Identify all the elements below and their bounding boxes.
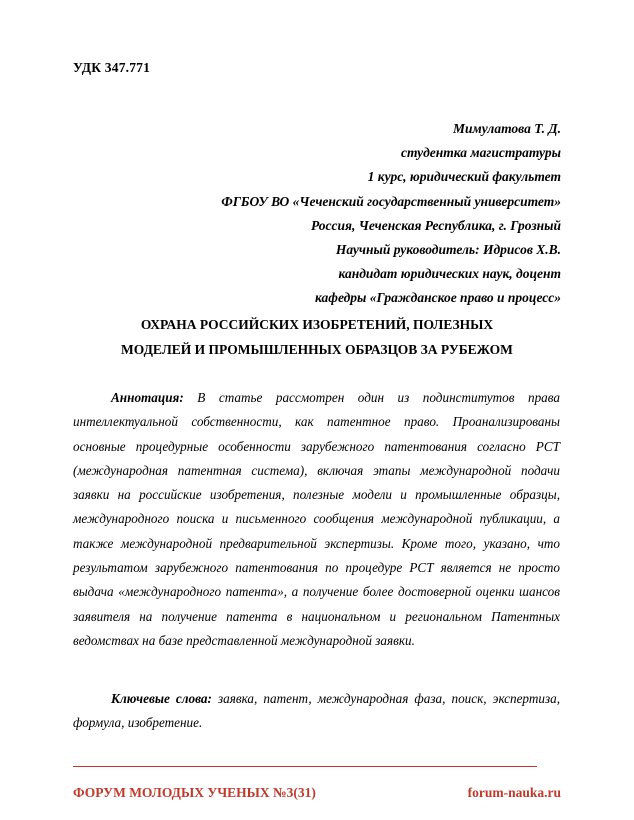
author-location: Россия, Чеченская Республика, г. Грозный	[311, 217, 561, 233]
abstract-text: В статье рассмотрен один из подинститутов права интеллектуальной собственности, как патентное право. Проанализированы основные процедурные особенности зарубежного патентования согласно РСТ (международная патентная система), включая этапы международной подачи заявки на российские изобретения, полезные модели и промышленные образцы, международного поиска и письменного сообщения международной публикации, а также международной предварительной экспертизы. Кроме того, указано, что результатом зарубежного патентования по процедуре РСТ является не просто выдача «международного патента», а получение более достоверной оценки шансов заявителя на получение патента в национальном и региональном Патентных ведомствах на базе представленной международной заявки.	[73, 390, 560, 648]
abstract	[73, 386, 560, 653]
author-name: Мимулатова Т. Д.	[453, 121, 561, 136]
keywords	[73, 687, 560, 736]
abstract-label: Аннотация:	[111, 390, 184, 405]
article-title	[60, 313, 574, 362]
keywords-text: заявка, патент, международная фаза, поиск, экспертиза, формула, изобретение.	[73, 691, 560, 731]
footer-journal: ФОРУМ МОЛОДЫХ УЧЕНЫХ №3(31)	[73, 785, 316, 800]
author-university: ФГБОУ ВО «Чеченский государственный университет»	[221, 193, 561, 209]
footer-divider	[73, 766, 537, 767]
supervisor-name: Научный руководитель: Идрисов Х.В.	[335, 242, 561, 258]
author-info	[81, 117, 561, 311]
supervisor-department: кафедры «Гражданское право и процесс»	[315, 290, 561, 306]
author-status: студентка магистратуры	[400, 145, 561, 161]
footer-site-link[interactable]: forum-nauka.ru	[467, 785, 561, 800]
udk-code: УДК 347.771	[73, 60, 151, 75]
supervisor-degree: кандидат юридических наук, доцент	[338, 266, 561, 282]
title-line-1: ОХРАНА РОССИЙСКИХ ИЗОБРЕТЕНИЙ, ПОЛЕЗНЫХ	[140, 317, 494, 332]
keywords-label: Ключевые слова:	[111, 691, 212, 706]
title-line-2: МОДЕЛЕЙ И ПРОМЫШЛЕННЫХ ОБРАЗЦОВ ЗА РУБЕЖОМ	[121, 341, 513, 357]
author-course: 1 курс, юридический факультет	[367, 169, 561, 185]
